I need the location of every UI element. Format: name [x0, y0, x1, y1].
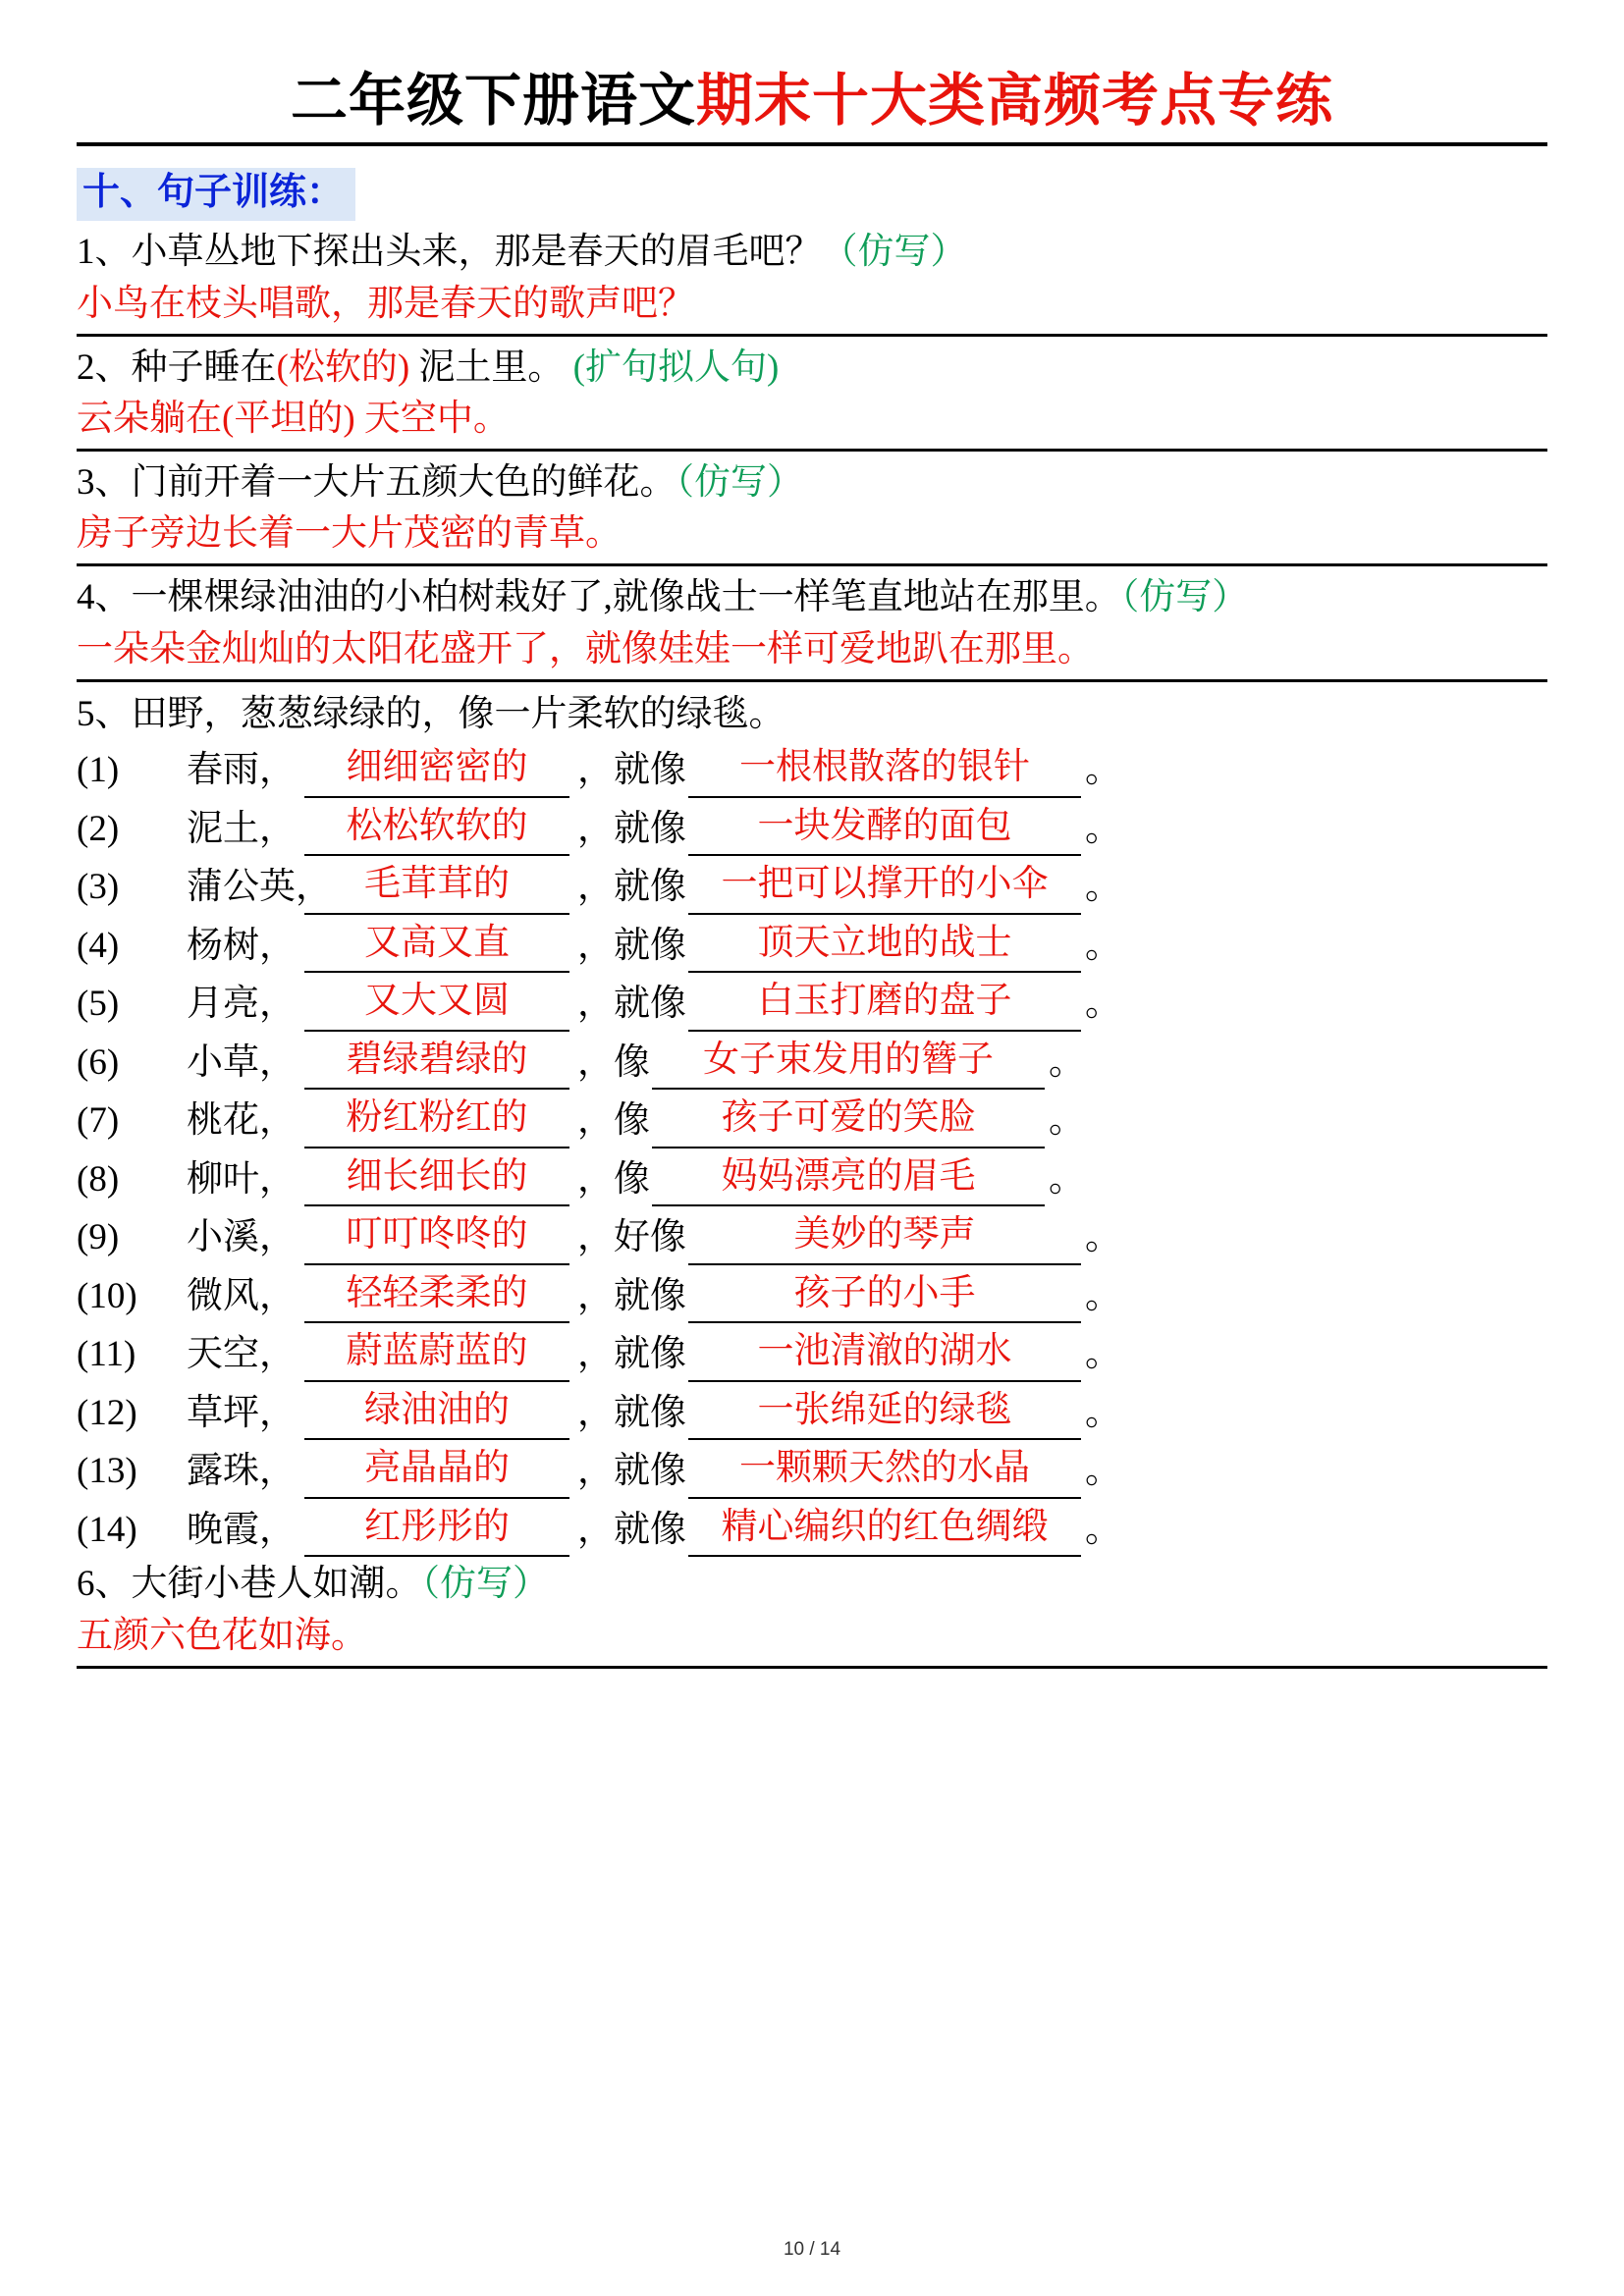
item-number: (1)	[77, 750, 120, 791]
list-item	[77, 1441, 1547, 1499]
question-2-answer: 云朵躺在(平坦的) 天空中。	[77, 394, 1547, 452]
blank-second[interactable]: 一根根散落的银针	[688, 740, 1081, 798]
item-connector: ，就像	[577, 984, 686, 1025]
question-6-text: 6、大街小巷人如潮。	[77, 1564, 422, 1605]
item-number: (12)	[77, 1392, 137, 1433]
item-subject: 春雨，	[187, 750, 296, 791]
blank-second[interactable]: 妈妈漂亮的眉毛	[652, 1149, 1045, 1207]
question-1-prompt	[77, 227, 1547, 279]
question-2-text-after: 泥土里。	[409, 347, 565, 388]
question-5-head: 5、田野，葱葱绿绿的，像一片柔软的绿毯。	[77, 693, 785, 734]
item-number: (6)	[77, 1041, 120, 1083]
question-2-tag: (扩句拟人句)	[564, 347, 780, 388]
list-item	[77, 1207, 1547, 1265]
item-connector: ，像	[577, 1158, 650, 1200]
item-subject: 微风，	[187, 1275, 296, 1316]
item-subject: 柳叶，	[187, 1158, 296, 1200]
item-subject: 天空，	[187, 1334, 296, 1375]
item-subject: 桃花，	[187, 1100, 296, 1142]
item-connector: ，就像	[577, 867, 686, 908]
item-connector: ，就像	[577, 1392, 686, 1433]
item-end: 。	[1085, 808, 1121, 849]
blank-second[interactable]: 孩子的小手	[688, 1266, 1081, 1324]
question-1-answer: 小鸟在枝头唱歌，那是春天的歌声吧？	[77, 279, 1547, 337]
item-number: (4)	[77, 925, 120, 966]
item-number: (7)	[77, 1100, 120, 1142]
blank-first[interactable]: 碧绿碧绿的	[304, 1033, 569, 1091]
item-number: (2)	[77, 808, 120, 849]
blank-second[interactable]: 一池清澈的湖水	[688, 1324, 1081, 1382]
question-3-tag: （仿写）	[676, 461, 803, 503]
item-end: 。	[1085, 925, 1121, 966]
page-title	[77, 69, 1547, 146]
item-end: 。	[1085, 1217, 1121, 1258]
item-number: (14)	[77, 1509, 137, 1550]
item-end: 。	[1085, 1275, 1121, 1316]
item-connector: ，好像	[577, 1217, 686, 1258]
blank-first[interactable]: 亮晶晶的	[304, 1441, 569, 1499]
item-number: (5)	[77, 984, 120, 1025]
page-footer: 10 / 14	[783, 2239, 841, 2260]
list-item	[77, 857, 1547, 915]
question-6-prompt	[77, 1559, 1547, 1611]
item-connector: ，就像	[577, 1275, 686, 1316]
item-connector: ，就像	[577, 925, 686, 966]
blank-second[interactable]: 孩子可爱的笑脸	[652, 1091, 1045, 1148]
item-subject: 蒲公英，	[187, 867, 332, 908]
list-item	[77, 1149, 1547, 1207]
item-number: (8)	[77, 1158, 120, 1200]
item-number: (13)	[77, 1451, 137, 1492]
question-4-answer: 一朵朵金灿灿的太阳花盛开了，就像娃娃一样可爱地趴在那里。	[77, 624, 1547, 682]
question-4-tag: （仿写）	[1120, 577, 1249, 618]
item-number: (3)	[77, 867, 120, 908]
section-heading-wrap	[77, 168, 1547, 228]
item-subject: 露珠，	[187, 1451, 296, 1492]
item-connector: ，就像	[577, 808, 686, 849]
page-title-black: 二年级下册语文	[290, 69, 696, 133]
question-3-text: 3、门前开着一大片五颜大色的鲜花。	[77, 461, 677, 503]
blank-second[interactable]: 精心编织的红色绸缎	[688, 1500, 1081, 1558]
item-subject: 泥土，	[187, 808, 296, 849]
question-6-tag: （仿写）	[421, 1564, 549, 1605]
item-end: 。	[1085, 1451, 1121, 1492]
item-subject: 小草，	[187, 1041, 296, 1083]
blank-first[interactable]: 叮叮咚咚的	[304, 1207, 569, 1265]
item-number: (10)	[77, 1275, 137, 1316]
question-4-prompt	[77, 572, 1547, 624]
item-number: (9)	[77, 1217, 120, 1258]
blank-first[interactable]: 红彤彤的	[304, 1500, 569, 1558]
blank-second[interactable]: 顶天立地的战士	[688, 916, 1081, 974]
question-2-prompt	[77, 343, 1547, 395]
item-subject: 晚霞，	[187, 1509, 296, 1550]
item-end: 。	[1049, 1100, 1085, 1142]
item-connector: ，像	[577, 1041, 650, 1083]
item-connector: ，就像	[577, 1451, 686, 1492]
question-4-text: 4、一棵棵绿油油的小柏树栽好了,就像战士一样笔直地站在那里。	[77, 577, 1121, 618]
question-2	[77, 343, 1547, 452]
item-connector: ，就像	[577, 1334, 686, 1375]
item-end: 。	[1085, 1509, 1121, 1550]
question-4	[77, 572, 1547, 681]
question-2-text: 2、种子睡在	[77, 347, 277, 388]
list-item	[77, 1500, 1547, 1558]
blank-first[interactable]: 又高又直	[304, 916, 569, 974]
item-end: 。	[1085, 984, 1121, 1025]
question-6	[77, 1559, 1547, 1668]
question-1-text: 1、小草丛地下探出头来，那是春天的眉毛吧？	[77, 232, 822, 273]
item-connector: ，就像	[577, 750, 686, 791]
question-5	[77, 688, 1547, 1558]
blank-first[interactable]: 细长细长的	[304, 1149, 569, 1207]
blank-second[interactable]: 一张绵延的绿毯	[688, 1383, 1081, 1441]
blank-first[interactable]: 细细密密的	[304, 740, 569, 798]
blank-second[interactable]: 一把可以撑开的小伞	[688, 857, 1081, 915]
item-end: 。	[1085, 1392, 1121, 1433]
item-number: (11)	[77, 1334, 136, 1375]
question-3-prompt	[77, 457, 1547, 509]
blank-first[interactable]: 蔚蓝蔚蓝的	[304, 1324, 569, 1382]
blank-second[interactable]: 一块发酵的面包	[688, 799, 1081, 857]
list-item	[77, 740, 1547, 798]
blank-first[interactable]: 轻轻柔柔的	[304, 1266, 569, 1324]
list-item	[77, 799, 1547, 857]
list-item	[77, 1033, 1547, 1091]
question-6-answer: 五颜六色花如海。	[77, 1611, 1547, 1669]
blank-first[interactable]: 毛茸茸的	[304, 857, 569, 915]
item-subject: 草坪，	[187, 1392, 296, 1433]
item-end: 。	[1085, 750, 1121, 791]
page-title-red: 期末十大类高频考点专练	[696, 69, 1334, 133]
question-3	[77, 457, 1547, 566]
blank-first[interactable]: 绿油油的	[304, 1383, 569, 1441]
item-end: 。	[1049, 1041, 1085, 1083]
section-heading: 十、句子训练：	[77, 168, 355, 222]
blank-first[interactable]: 又大又圆	[304, 974, 569, 1032]
list-item	[77, 1383, 1547, 1441]
item-end: 。	[1085, 1334, 1121, 1375]
item-end: 。	[1085, 867, 1121, 908]
question-2-hint: (松软的)	[276, 347, 410, 388]
item-end: 。	[1049, 1158, 1085, 1200]
blank-first[interactable]: 松松软软的	[304, 799, 569, 857]
blank-second[interactable]: 美妙的琴声	[688, 1207, 1081, 1265]
blank-second[interactable]: 一颗颗天然的水晶	[688, 1441, 1081, 1499]
list-item	[77, 916, 1547, 974]
blank-first[interactable]: 粉红粉红的	[304, 1091, 569, 1148]
item-connector: ，像	[577, 1100, 650, 1142]
list-item	[77, 1266, 1547, 1324]
list-item	[77, 1324, 1547, 1382]
item-connector: ，就像	[577, 1509, 686, 1550]
item-subject: 月亮，	[187, 984, 296, 1025]
item-subject: 杨树，	[187, 925, 296, 966]
item-subject: 小溪，	[187, 1217, 296, 1258]
list-item	[77, 974, 1547, 1032]
question-3-answer: 房子旁边长着一大片茂密的青草。	[77, 508, 1547, 566]
blank-second[interactable]: 白玉打磨的盘子	[688, 974, 1081, 1032]
list-item	[77, 1091, 1547, 1148]
question-1	[77, 227, 1547, 336]
question-1-tag: （仿写）	[821, 232, 967, 273]
blank-second[interactable]: 女子束发用的簪子	[652, 1033, 1045, 1091]
